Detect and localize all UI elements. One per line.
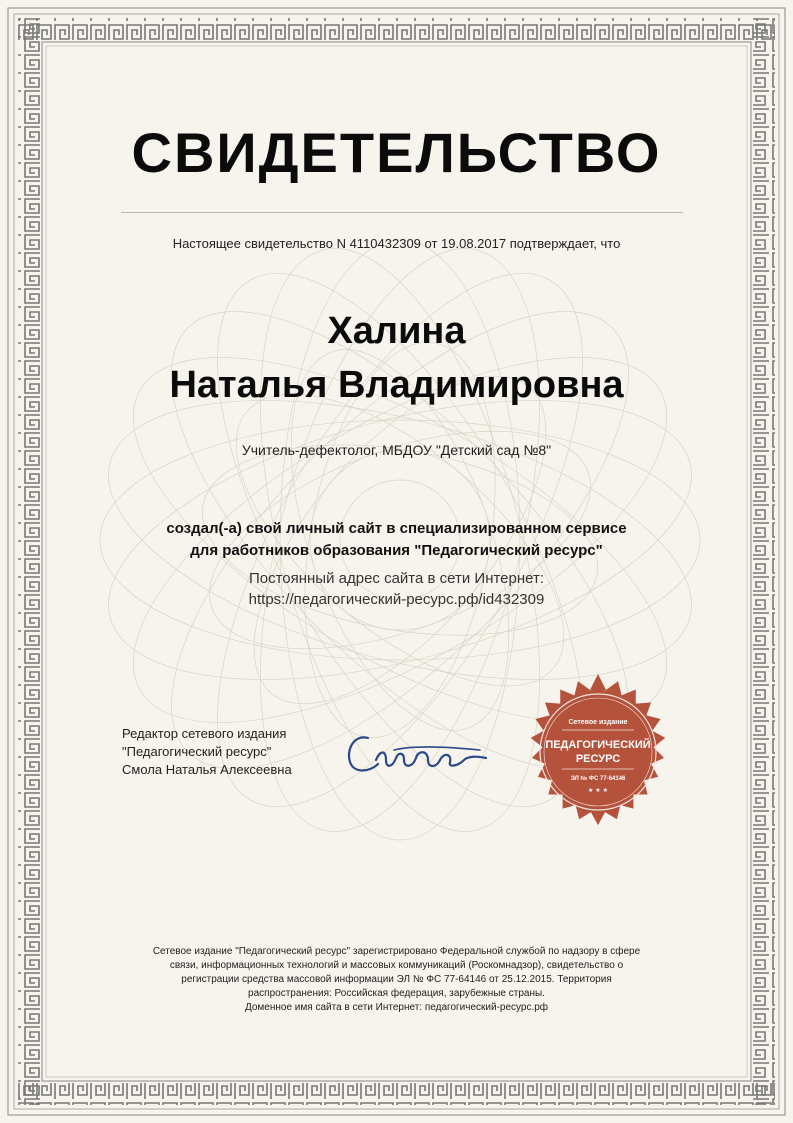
footer-line: Сетевое издание "Педагогический ресурс" зарегистрировано Федеральной службой по надзору в сфере bbox=[152, 946, 641, 957]
seal-stars: ★ ★ ★ bbox=[588, 787, 608, 794]
seal-registration: ЭЛ № ФС 77-64146 bbox=[570, 776, 626, 782]
footer-legal-text bbox=[110, 945, 683, 1015]
recipient-given-names: Наталья Владимировна bbox=[169, 364, 624, 406]
certificate-title: СВИДЕТЕЛЬСТВО bbox=[131, 121, 662, 184]
footer-line: Доменное имя сайта в сети Интернет: педагогический-ресурс.рф bbox=[244, 1002, 549, 1013]
recipient-position: Учитель-дефектолог, МБДОУ "Детский сад №8" bbox=[241, 442, 552, 458]
recipient-surname: Халина bbox=[327, 310, 466, 352]
publication-seal bbox=[518, 672, 678, 832]
certificate-intro: Настоящее свидетельство N 4110432309 от 19.08.2017 подтверждает, что bbox=[172, 236, 621, 251]
site-address-label: Постоянный адрес сайта в сети Интернет: bbox=[248, 570, 545, 587]
title-divider bbox=[121, 212, 683, 213]
seal-main-line-2: РЕСУРС bbox=[575, 753, 621, 765]
editor-block bbox=[122, 725, 292, 779]
editor-title: Редактор сетевого издания bbox=[122, 726, 287, 741]
footer-line: связи, информационных технологий и массовых коммуникаций (Роскомнадзор), свидетельство о bbox=[169, 960, 624, 971]
editor-signature bbox=[340, 720, 500, 790]
seal-top-text: Сетевое издание bbox=[568, 719, 628, 726]
editor-name: Смола Наталья Алексеевна bbox=[122, 762, 292, 777]
footer-line: регистрации средства массовой информации ЭЛ № ФС 77-64146 от 25.12.2015. Территория bbox=[181, 974, 612, 985]
site-address-url: https://педагогический-ресурс.рф/id432309 bbox=[248, 591, 545, 608]
editor-publication: "Педагогический ресурс" bbox=[122, 744, 272, 759]
achievement-line-2: для работников образования "Педагогический ресурс" bbox=[190, 542, 603, 559]
achievement-line-1: создал(-а) свой личный сайт в специализированном сервисе bbox=[166, 520, 627, 537]
seal-main-line-1: ПЕДАГОГИЧЕСКИЙ bbox=[545, 739, 651, 751]
footer-line: распространения: Российская федерация, зарубежные страны. bbox=[248, 988, 545, 999]
